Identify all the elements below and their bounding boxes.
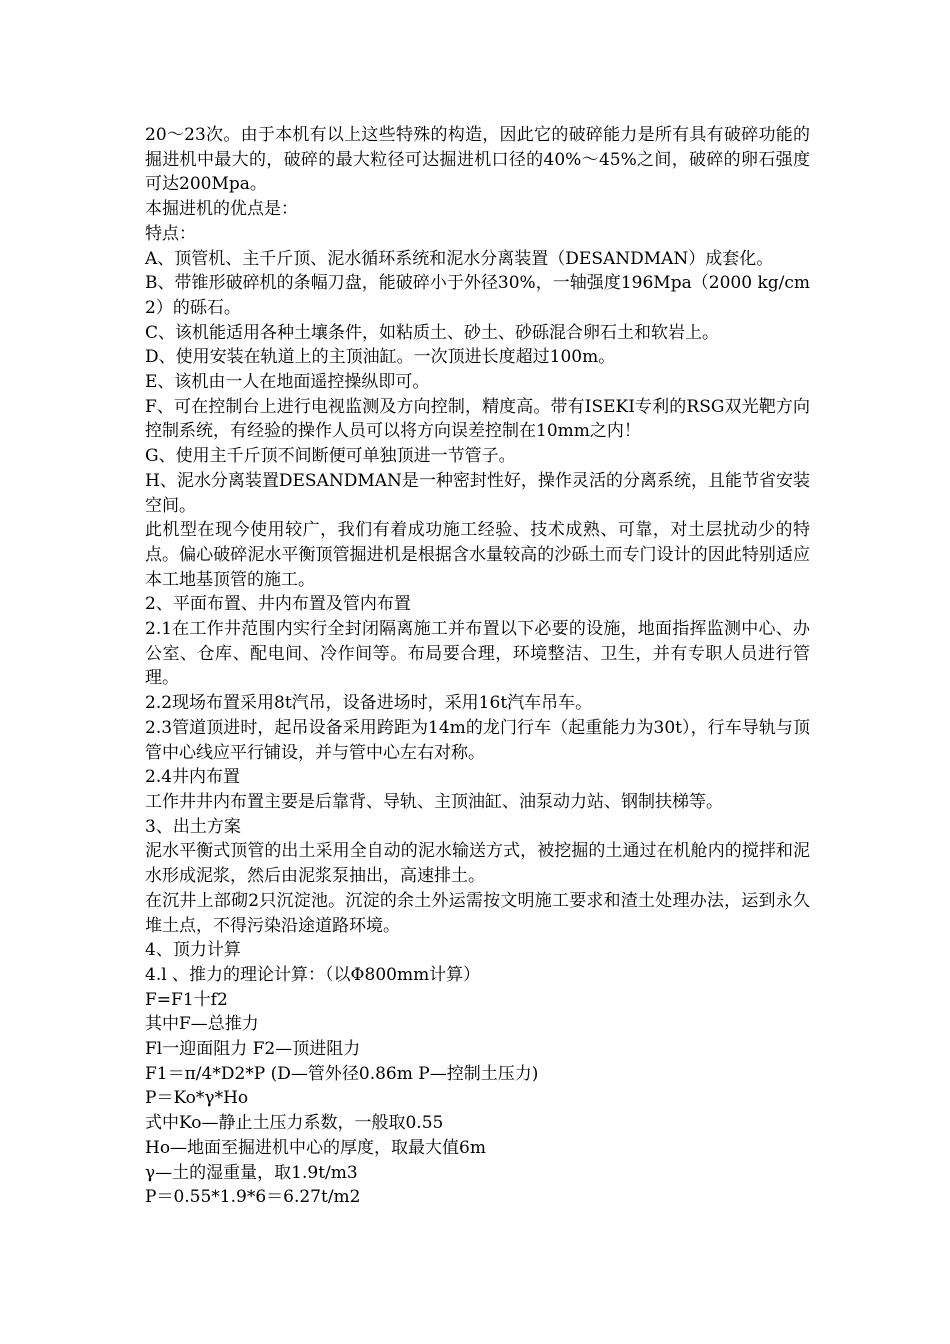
list-item-b: B、带锥形破碎机的条幅刀盘，能破碎小于外径30%，一轴强度196Mpa（2000 kg/cm2）的砾石。 — [145, 273, 810, 318]
paragraph-2-2: 2.2现场布置采用8t汽吊，设备进场时，采用16t汽车吊车。 — [145, 693, 593, 714]
section-heading-4: 4、顶力计算 — [145, 940, 241, 961]
paragraph-features-heading: 特点： — [145, 223, 196, 244]
list-item-f: F、可在控制台上进行电视监测及方向控制，精度高。带有ISEKI专利的RSG双光靶方向控制系统，有经验的操作人员可以将方向误差控制在10mm之内！ — [145, 396, 810, 442]
formula-total-force: F=F1十f2 — [145, 989, 228, 1010]
formula-note-f: 其中F—总推力 — [145, 1014, 259, 1035]
paragraph-sedimentation: 在沉井上部砌2只沉淀池。沉淀的余土外运需按文明施工要求和渣土处理办法，运到永久堆土点，不得污染沿途道路环境。 — [145, 890, 810, 936]
formula-note-ho: Ho—地面至掘进机中心的厚度，取最大值6m — [145, 1137, 486, 1158]
document-body — [145, 123, 810, 1210]
paragraph-intro-crushing: 20～23次。由于本机有以上这些特殊的构造，因此它的破碎能力是所有具有破碎功能的掘进机中最大的，破碎的最大粒径可达掘进机口径的40%～45%之间，破碎的卵石强度可达200Mpa。 — [145, 125, 810, 195]
paragraph-2-1: 2.1在工作井范围内实行全封闭隔离施工并布置以下必要的设施，地面指挥监测中心、办公室、仓库、配电间、冷作间等。布局要合理，环境整洁、卫生，并有专职人员进行管理。 — [145, 619, 810, 689]
formula-f1: F1＝π/4*D2*P (D—管外径0.86m P—控制土压力) — [145, 1063, 539, 1084]
list-item-e: E、该机由一人在地面遥控操纵即可。 — [145, 372, 430, 393]
list-item-d: D、使用安装在轨道上的主顶油缸。一次顶进长度超过100m。 — [145, 347, 616, 368]
subsection-heading-2-4: 2.4井内布置 — [145, 767, 241, 788]
list-item-a: A、顶管机、主千斤顶、泥水循环系统和泥水分离装置（DESANDMAN）成套化。 — [145, 248, 774, 269]
list-item-g: G、使用主千斤顶不间断便可单独顶进一节管子。 — [145, 446, 516, 467]
paragraph-advantages-heading: 本掘进机的优点是： — [145, 199, 298, 220]
section-heading-2: 2、平面布置、井内布置及管内布置 — [145, 594, 411, 615]
paragraph-well-layout: 工作井井内布置主要是后靠背、导轨、主顶油缸、油泵动力站、钢制扶梯等。 — [145, 791, 723, 812]
paragraph-soil-removal: 泥水平衡式顶管的出土采用全自动的泥水输送方式，被挖掘的土通过在机舱内的搅拌和泥水形成泥浆，然后由泥浆泵抽出，高速排土。 — [145, 841, 810, 887]
formula-p: P＝Ko*γ*Ho — [145, 1088, 249, 1109]
formula-note-ko: 式中Ko—静止土压力系数，一般取0.55 — [145, 1113, 444, 1134]
subsection-heading-4-1: 4.l 、推力的理论计算：（以Φ800mm计算） — [145, 964, 481, 985]
paragraph-2-3: 2.3管道顶进时，起吊设备采用跨距为14m的龙门行车（起重能力为30t），行车导轨与顶管中心线应平行铺设，并与管中心左右对称。 — [145, 717, 810, 763]
formula-p-result: P＝0.55*1.9*6＝6.27t/m2 — [145, 1187, 361, 1208]
formula-note-f1-f2: Fl一迎面阻力 F2—顶进阻力 — [145, 1039, 361, 1060]
section-heading-3: 3、出土方案 — [145, 816, 241, 837]
paragraph-machine-summary: 此机型在现今使用较广，我们有着成功施工经验、技术成熟、可靠，对土层扰动少的特点。偏心破碎泥水平衡顶管掘进机是根据含水量较高的沙砾土而专门设计的因此特别适应本工地基顶管的施工。 — [145, 520, 810, 590]
list-item-h: H、泥水分离装置DESANDMAN是一种密封性好，操作灵活的分离系统，且能节省安装空间。 — [145, 470, 810, 516]
list-item-c: C、该机能适用各种土壤条件，如粘质土、砂土、砂砾混合卵石土和软岩上。 — [145, 322, 720, 343]
formula-note-gamma: γ—土的湿重量，取1.9t/m3 — [145, 1162, 358, 1183]
